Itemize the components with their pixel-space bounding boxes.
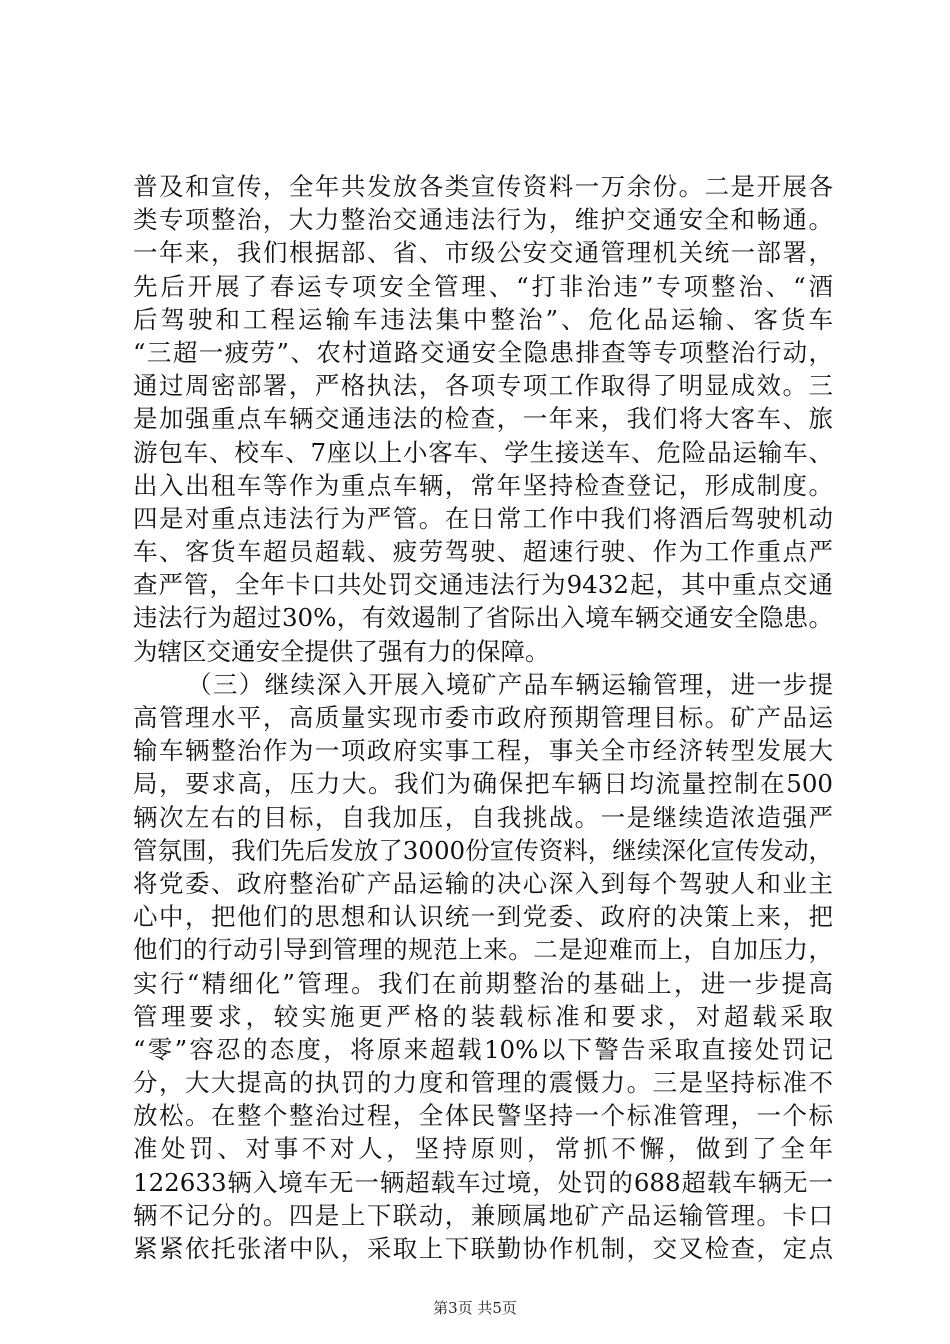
text-line: 管氛围，我们先后发放了3000份宣传资料，继续深化宣传发动， [133, 835, 833, 865]
text-line: 准处罚、对事不对人，坚持原则，常抓不懈，做到了全年 [133, 1134, 833, 1164]
text-line: 游包车、校车、7座以上小客车、学生接送车、危险品运输车、 [133, 437, 833, 467]
text-line: 后驾驶和工程运输车违法集中整治”、危化品运输、客货车 [133, 304, 833, 334]
section-heading-line: （三）继续深入开展入境矿产品车辆运输管理，进一步提 [187, 669, 833, 699]
text-line: 将党委、政府整治矿产品运输的决心深入到每个驾驶人和业主 [133, 868, 833, 898]
text-line: 四是对重点违法行为严管。在日常工作中我们将酒后驾驶机动 [133, 503, 833, 533]
text-line: 先后开展了春运专项安全管理、“打非治违”专项整治、“酒 [133, 271, 833, 301]
text-line: 类专项整治，大力整治交通违法行为，维护交通安全和畅通。 [133, 205, 833, 235]
text-line: 辆不记分的。四是上下联动，兼顾属地矿产品运输管理。卡口 [133, 1200, 833, 1230]
body-text [133, 170, 833, 1265]
text-line: 辆次左右的目标，自我加压，自我挑战。一是继续造浓造强严 [133, 802, 833, 832]
paragraph-end-line: 为辖区交通安全提供了强有力的保障。 [133, 636, 550, 666]
text-line: “零”容忍的态度，将原来超载10%以下警告采取直接处罚记 [133, 1034, 833, 1064]
text-line: 122633辆入境车无一辆超载车过境，处罚的688超载车辆无一 [133, 1167, 833, 1197]
text-line: 紧紧依托张渚中队，采取上下联勤协作机制，交叉检查，定点 [133, 1234, 833, 1263]
text-line: 心中，把他们的思想和认识统一到党委、政府的决策上来，把 [133, 902, 833, 932]
text-line: 出入出租车等作为重点车辆，常年坚持检查登记，形成制度。 [133, 470, 833, 500]
text-line: 放松。在整个整治过程，全体民警坚持一个标准管理，一个标 [133, 1101, 833, 1131]
text-line: 通过周密部署，严格执法，各项专项工作取得了明显成效。三 [133, 371, 833, 401]
text-line: 是加强重点车辆交通违法的检查，一年来，我们将大客车、旅 [133, 404, 833, 434]
text-line: 一年来，我们根据部、省、市级公安交通管理机关统一部署， [133, 238, 833, 268]
text-line: 局，要求高，压力大。我们为确保把车辆日均流量控制在500 [133, 769, 833, 799]
text-line: 实行“精细化”管理。我们在前期整治的基础上，进一步提高 [133, 968, 833, 998]
text-line: 他们的行动引导到管理的规范上来。二是迎难而上，自加压力， [133, 935, 833, 965]
text-line: “三超一疲劳”、农村道路交通安全隐患排查等专项整治行动， [133, 337, 833, 367]
text-line: 违法行为超过30%，有效遏制了省际出入境车辆交通安全隐患。 [133, 603, 833, 633]
text-line: 分，大大提高的执罚的力度和管理的震慑力。三是坚持标准不 [133, 1068, 833, 1098]
text-line: 管理要求，较实施更严格的装载标准和要求，对超载采取 [133, 1001, 833, 1031]
text-line: 查严管，全年卡口共处罚交通违法行为9432起，其中重点交通 [133, 570, 833, 600]
text-line: 普及和宣传，全年共发放各类宣传资料一万余份。二是开展各 [133, 172, 833, 201]
page-number-footer: 第3页 共5页 [433, 1299, 517, 1317]
text-line: 输车辆整治作为一项政府实事工程，事关全市经济转型发展大 [133, 736, 833, 766]
text-line: 高管理水平，高质量实现市委市政府预期管理目标。矿产品运 [133, 703, 833, 732]
text-line: 车、客货车超员超载、疲劳驾驶、超速行驶、作为工作重点严 [133, 537, 833, 567]
